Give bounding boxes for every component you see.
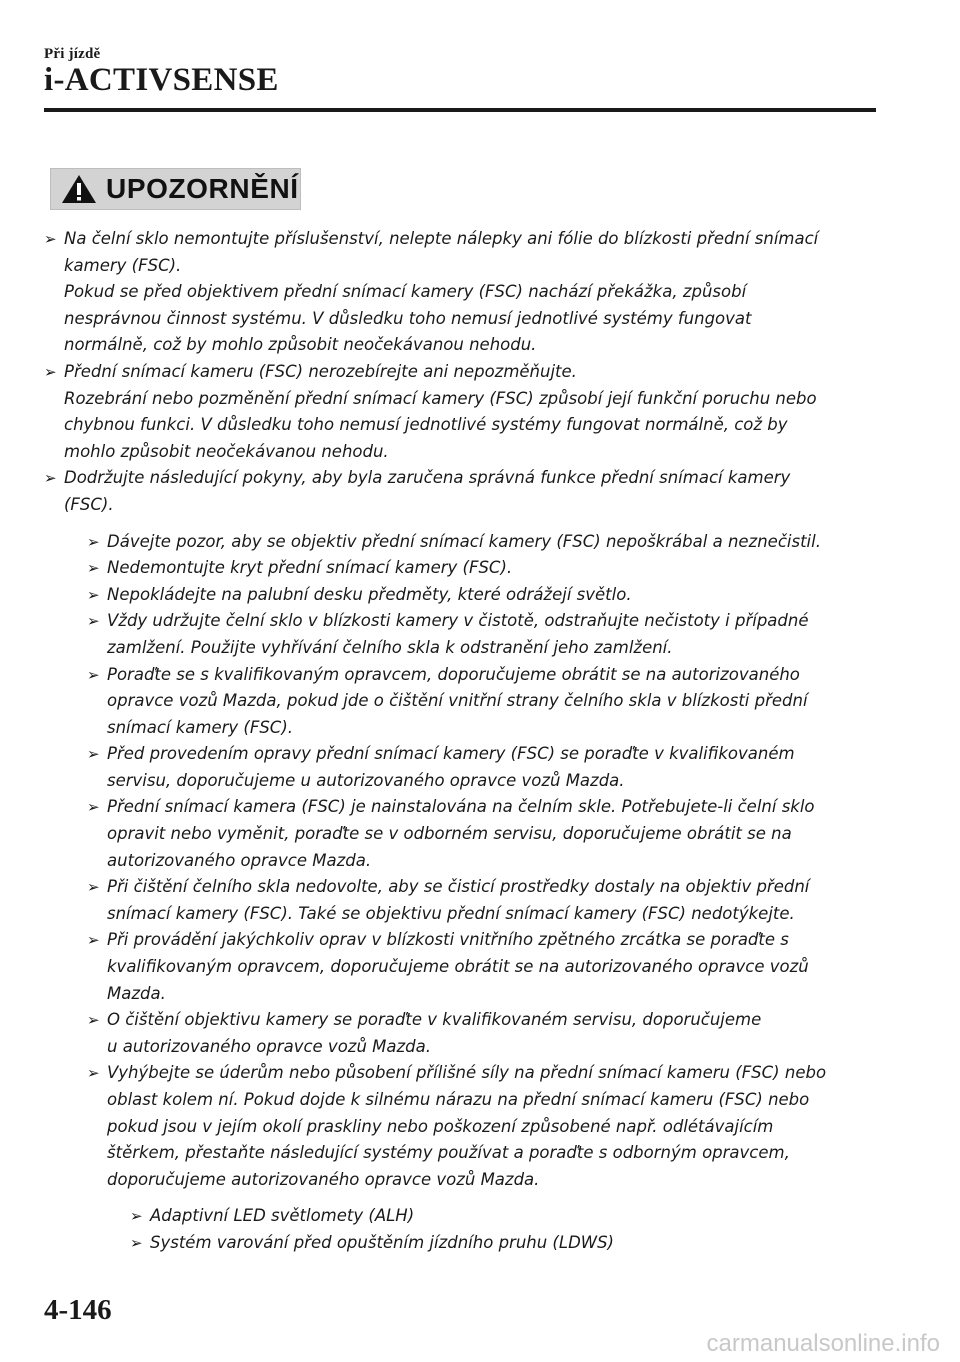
- sub-list: [87, 529, 874, 1257]
- sub-list: [130, 1203, 874, 1256]
- bullet-arrow-icon: ➢: [87, 1064, 100, 1083]
- item-text-line: mohlo způsobit neočekávanou nehodu.: [64, 441, 389, 461]
- item-text-line: Nedemontujte kryt přední snímací kamery (FSC).: [107, 558, 513, 578]
- warning-triangle-icon: [60, 173, 98, 205]
- warning-subitem: [87, 874, 874, 927]
- bullet-arrow-icon: ➢: [87, 798, 100, 817]
- item-text-line: Při čištění čelního skla nedovolte, aby se čisticí prostředky dostaly na objektiv přední: [107, 877, 810, 897]
- warning-subitem: [130, 1203, 874, 1230]
- item-text-line: normálně, což by mohlo způsobit neočekávanou nehodu.: [64, 335, 537, 355]
- item-text-line: Mazda.: [107, 983, 166, 1003]
- item-text-line: Pokud se před objektivem přední snímací kamery (FSC) nachází překážka, způsobí: [64, 282, 747, 302]
- item-text-line: servisu, doporučujeme u autorizovaného opravce vozů Mazda.: [107, 770, 625, 790]
- warning-subitem: [87, 529, 874, 556]
- item-text-line: chybnou funkci. V důsledku toho nemusí jednotlivé systémy fungovat normálně, což by: [64, 415, 788, 435]
- warning-subitem: [87, 794, 874, 874]
- warning-subitem: [87, 1007, 874, 1060]
- bullet-arrow-icon: ➢: [130, 1207, 143, 1226]
- bullet-arrow-icon: ➢: [130, 1233, 143, 1252]
- item-text-line: doporučujeme autorizovaného opravce vozů Mazda.: [107, 1169, 540, 1189]
- warning-item: [44, 359, 874, 465]
- item-text-line: Nepokládejte na palubní desku předměty, které odrážejí světlo.: [107, 584, 632, 604]
- item-text-line: (FSC).: [64, 494, 114, 514]
- item-text-line: Přední snímací kameru (FSC) nerozebírejte ani nepozměňujte.: [64, 361, 577, 381]
- warning-subitem: [87, 582, 874, 609]
- bullet-arrow-icon: ➢: [87, 931, 100, 950]
- warning-subitem: [87, 1060, 874, 1256]
- item-text-line: Vždy udržujte čelní sklo v blízkosti kamery v čistotě, odstraňujte nečistoty i případné: [107, 611, 809, 631]
- item-text-line: O čištění objektivu kamery se poraďte v kvalifikovaném servisu, doporučujeme: [107, 1010, 762, 1030]
- warning-subitem: [87, 608, 874, 661]
- item-text-line: nesprávnou činnost systému. V důsledku toho nemusí jednotlivé systémy fungovat: [64, 308, 752, 328]
- item-text-line: Přední snímací kamera (FSC) je nainstalována na čelním skle. Potřebujete-li čelní sklo: [107, 797, 815, 817]
- item-text-line: oblast kolem ní. Pokud dojde k silnému nárazu na přední snímací kameru (FSC) nebo: [107, 1090, 810, 1109]
- warning-subitem: [130, 1230, 874, 1257]
- bullet-arrow-icon: ➢: [87, 665, 100, 684]
- item-text-line: Adaptivní LED světlomety (ALH): [150, 1206, 415, 1226]
- warning-banner: [50, 168, 301, 210]
- chapter-title: i-ACTIVSENSE: [44, 62, 279, 98]
- item-text-line: snímací kamery (FSC). Také se objektivu přední snímací kamery (FSC) nedotýkejte.: [107, 903, 795, 923]
- warning-content: [44, 226, 874, 1257]
- item-text-line: Před provedením opravy přední snímací kamery (FSC) se poraďte v kvalifikovaném: [107, 744, 795, 764]
- header-rule: [44, 108, 876, 112]
- item-text-line: autorizovaného opravce Mazda.: [107, 850, 372, 870]
- bullet-arrow-icon: ➢: [87, 878, 100, 897]
- item-text-line: opravit nebo vyměnit, poraďte se v odborném servisu, doporučujeme obrátit se na: [107, 824, 792, 844]
- item-text-line: Dávejte pozor, aby se objektiv přední snímací kamery (FSC) nepoškrábal a neznečistil.: [107, 531, 821, 551]
- section-label: Při jízdě: [44, 46, 101, 62]
- item-text-line: Poraďte se s kvalifikovaným opravcem, doporučujeme obrátit se na autorizovaného: [107, 664, 800, 684]
- warning-label: UPOZORNĚNÍ: [106, 173, 299, 204]
- warning-subitem: [87, 662, 874, 742]
- bullet-arrow-icon: ➢: [87, 745, 100, 764]
- item-text-line: Na čelní sklo nemontujte příslušenství, nelepte nálepky ani fólie do blízkosti přední snímací: [64, 229, 819, 248]
- item-text-line: Rozebrání nebo pozměnění přední snímací kamery (FSC) způsobí její funkční poruchu nebo: [64, 388, 817, 408]
- warning-subitem: [87, 927, 874, 1007]
- bullet-arrow-icon: ➢: [44, 230, 57, 248]
- page-number: 4-146: [44, 1294, 112, 1326]
- item-text-line: kamery (FSC).: [64, 255, 182, 275]
- warning-subitem: [87, 741, 874, 794]
- warning-item: [44, 226, 874, 359]
- warning-item: [44, 465, 874, 1256]
- item-text-line: Dodržujte následující pokyny, aby byla zaručena správná funkce přední snímací kamery: [64, 468, 791, 488]
- watermark: carmanualsonline.info: [706, 1330, 940, 1357]
- item-text-line: Vyhýbejte se úderům nebo působení přílišné síly na přední snímací kameru (FSC) nebo: [107, 1063, 827, 1083]
- item-text-line: u autorizovaného opravce vozů Mazda.: [107, 1036, 431, 1056]
- item-text-line: štěrkem, přestaňte následující systémy používat a poraďte s odborným opravcem,: [107, 1143, 790, 1163]
- bullet-arrow-icon: ➢: [44, 362, 57, 381]
- item-text-line: Systém varování před opuštěním jízdního pruhu (LDWS): [150, 1232, 614, 1252]
- item-text-line: Při provádění jakýchkoliv oprav v blízkosti vnitřního zpětného zrcátka se poraďte s: [107, 930, 789, 950]
- item-text-line: snímací kamery (FSC).: [107, 717, 294, 737]
- bullet-arrow-icon: ➢: [87, 612, 100, 631]
- bullet-arrow-icon: ➢: [87, 585, 100, 604]
- bullet-arrow-icon: ➢: [87, 559, 100, 578]
- item-text-line: kvalifikovaným opravcem, doporučujeme obrátit se na autorizovaného opravce vozů: [107, 957, 809, 977]
- warning-subitem: [87, 555, 874, 582]
- bullet-arrow-icon: ➢: [87, 532, 100, 551]
- item-text-line: opravce vozů Mazda, pokud jde o čištění vnitřní strany čelního skla v blízkosti přední: [107, 691, 808, 711]
- item-text-line: zamlžení. Použijte vyhřívání čelního skla k odstranění jeho zamlžení.: [107, 637, 673, 657]
- item-text-line: pokud jsou v jejím okolí praskliny nebo poškození způsobené např. odlétávajícím: [107, 1116, 774, 1136]
- bullet-arrow-icon: ➢: [44, 469, 57, 488]
- bullet-arrow-icon: ➢: [87, 1011, 100, 1030]
